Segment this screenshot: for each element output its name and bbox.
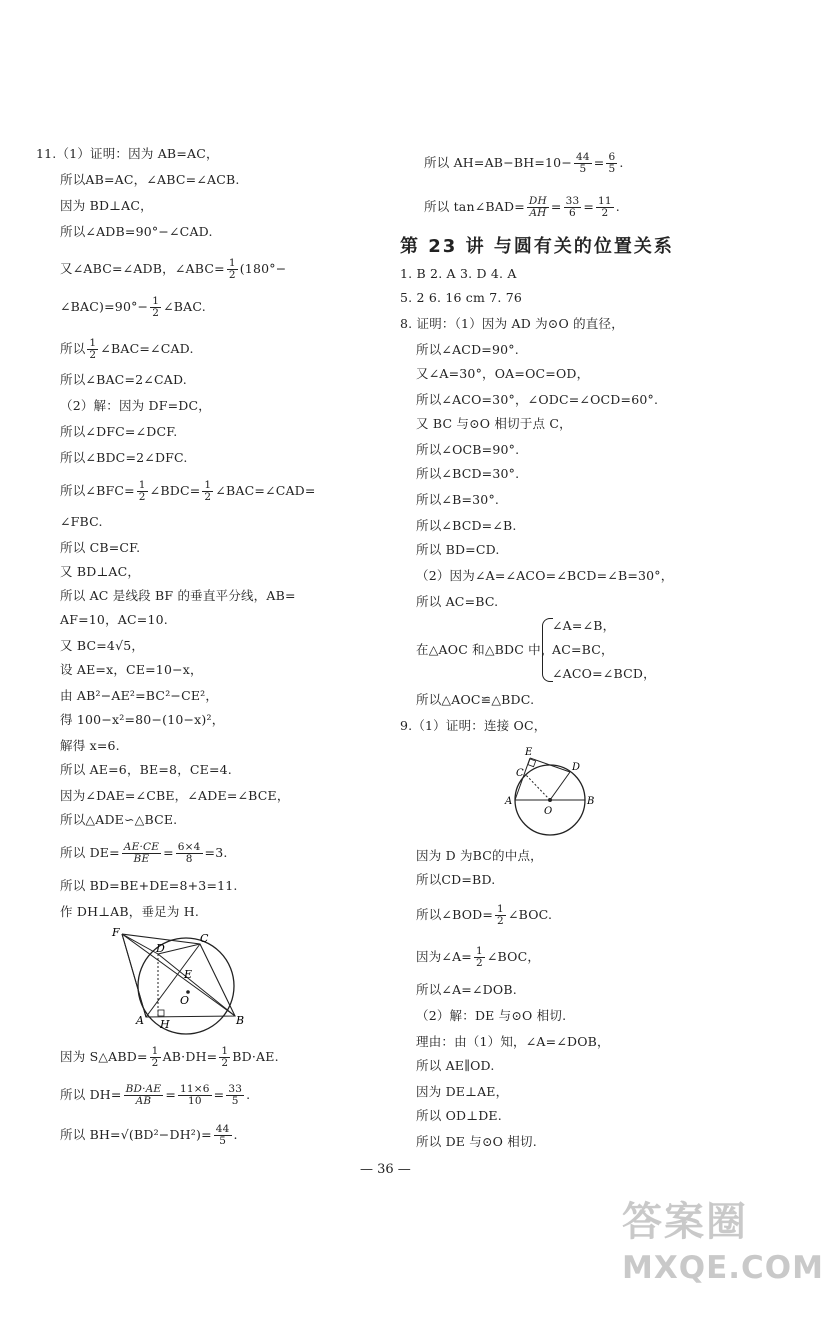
- right-angle-mark: [158, 1010, 164, 1016]
- condition-item: ∠A=∠B，: [552, 618, 616, 633]
- text-line-de: [60, 842, 228, 865]
- fraction-half: $\frac{1}{2}$: [138, 479, 146, 503]
- text-segment: 又∠ABC=∠ADB，∠ABC=: [60, 261, 225, 276]
- text-line: 所以 AC 是线段 BF 的垂直平分线，AB=: [60, 588, 296, 603]
- text-line: 得 100−x²=80−(10−x)²，: [60, 712, 225, 727]
- text-line-tan: [424, 196, 620, 219]
- text-line-bod: [416, 904, 552, 927]
- text-line: 所以∠B=30°.: [416, 492, 500, 507]
- text-line: 作 DH⊥AB，垂足为 H.: [60, 904, 200, 919]
- text-line: 所以∠ACO=30°，∠ODC=∠OCD=60°.: [416, 392, 659, 407]
- text-line: 所以∠BCD=∠B.: [416, 518, 517, 533]
- text-segment: =: [583, 199, 595, 214]
- text-segment: =: [593, 155, 605, 170]
- text-line: 所以 CB=CF.: [60, 540, 141, 555]
- text-segment: 因为 S△ABD=: [60, 1049, 148, 1064]
- text-line: 由 AB²−AE²=BC²−CE²，: [60, 688, 219, 703]
- label-f: F: [112, 926, 120, 939]
- watermark-logo: 答案圈: [622, 1199, 748, 1245]
- label-o: O: [544, 806, 553, 817]
- center-dot: [548, 798, 552, 802]
- text-line-angle-abc: [60, 258, 286, 281]
- text-line: 因为 BD⊥AC，: [60, 198, 153, 213]
- label-e: E: [184, 968, 193, 981]
- text-segment: .: [619, 155, 624, 170]
- text-segment: 所以 AH=AB−BH=10−: [424, 155, 573, 170]
- text-line: 所以∠OCB=90°.: [416, 442, 520, 457]
- section-heading: 第 23 讲 与圆有关的位置关系: [400, 236, 674, 257]
- line-ed: [530, 758, 570, 772]
- text-line: 所以 AE∥OD.: [416, 1058, 495, 1073]
- fraction: $\frac{BD\cdot AE}{AB}$: [125, 1083, 162, 1107]
- text-line: 所以∠ACD=90°.: [416, 342, 519, 357]
- text-line: AF=10，AC=10.: [60, 612, 168, 627]
- fraction: $\frac{AE\cdot CE}{BE}$: [123, 841, 160, 865]
- text-line: 所以∠ADB=90°−∠CAD.: [60, 224, 213, 239]
- text-segment: .: [246, 1087, 251, 1102]
- label-d: D: [572, 762, 581, 773]
- label-h: H: [160, 1018, 170, 1031]
- fraction-half: $\frac{1}{2}$: [475, 945, 483, 969]
- text-segment: =: [550, 199, 562, 214]
- text-segment: =: [163, 845, 174, 860]
- text-line-angle-a: [416, 946, 540, 969]
- text-line: 所以△ADE∽△BCE.: [60, 812, 178, 827]
- text-line: 又 BD⊥AC，: [60, 564, 141, 579]
- condition-lead: 在△AOC 和△BDC 中，: [416, 642, 554, 657]
- text-line: 因为∠DAE=∠CBE，∠ADE=∠BCE，: [60, 788, 290, 803]
- text-segment: (180°−: [239, 261, 287, 276]
- geometry-figure-1: [110, 926, 250, 1032]
- text-line: 所以∠A=∠DOB.: [416, 982, 517, 997]
- text-line: 8. 证明：（1）因为 AD 为⊙O 的直径，: [400, 316, 624, 331]
- condition-item: AC=BC，: [552, 642, 614, 657]
- text-segment: 所以∠BOD=: [416, 907, 494, 922]
- text-line: 所以 BD=BE+DE=8+3=11.: [60, 878, 238, 893]
- text-segment: .: [233, 1127, 238, 1142]
- text-line: 解得 x=6.: [60, 738, 120, 753]
- text-line: 所以AB=AC，∠ABC=∠ACB.: [60, 172, 240, 187]
- text-segment: 所以 DE=: [60, 845, 120, 860]
- label-o: O: [180, 994, 190, 1007]
- text-segment: =3.: [204, 845, 228, 860]
- label-a: A: [136, 1014, 144, 1027]
- text-line: 所以 AE=6，BE=8，CE=4.: [60, 762, 232, 777]
- fraction: $\frac{33}{6}$: [565, 195, 580, 219]
- text-line: （2）解：DE 与⊙O 相切.: [416, 1008, 567, 1023]
- text-line-ah: [424, 152, 624, 175]
- fraction-half: $\frac{1}{2}$: [228, 257, 236, 281]
- text-segment: ∠BAC.: [163, 299, 206, 314]
- fraction: $\frac{11}{2}$: [598, 195, 612, 219]
- label-c: C: [200, 932, 209, 945]
- text-line-bh: [60, 1124, 238, 1147]
- page-number: — 36 —: [360, 1162, 411, 1177]
- text-line: 9.（1）证明：连接 OC，: [400, 718, 547, 733]
- text-line: 1. B 2. A 3. D 4. A: [400, 266, 517, 281]
- text-line: 因为 DE⊥AE，: [416, 1084, 509, 1099]
- text-line-area: [60, 1046, 279, 1069]
- condition-item: ∠ACO=∠BCD，: [552, 666, 656, 681]
- geometry-figure-2: [500, 742, 610, 838]
- text-segment: ∠BOC.: [507, 907, 553, 922]
- watermark-url: MXQE.COM: [622, 1250, 824, 1286]
- text-line: 理由：由（1）知，∠A=∠DOB，: [416, 1034, 610, 1049]
- text-line-half-bac: [60, 338, 194, 361]
- text-segment: 所以 BH=√(BD²−DH²)=: [60, 1127, 212, 1142]
- text-line: 所以CD=BD.: [416, 872, 496, 887]
- text-line: 所以 OD⊥DE.: [416, 1108, 502, 1123]
- text-line-bfc: [60, 480, 316, 503]
- fraction-half: $\frac{1}{2}$: [151, 1045, 159, 1069]
- text-segment: AB·DH=: [162, 1049, 218, 1064]
- fraction-half: $\frac{1}{2}$: [204, 479, 212, 503]
- text-line: 又∠A=30°，OA=OC=OD，: [416, 366, 590, 381]
- label-d: D: [156, 942, 165, 955]
- fraction: $\frac{11\times 6}{10}$: [180, 1083, 210, 1107]
- fraction: $\frac{44}{5}$: [215, 1123, 230, 1147]
- line-od: [550, 772, 570, 800]
- label-e: E: [525, 747, 533, 758]
- line-oc: [525, 774, 550, 800]
- line-fa: [122, 934, 146, 1017]
- fraction-half: $\frac{1}{2}$: [497, 903, 504, 927]
- text-line: 所以△AOC≌△BDC.: [416, 692, 535, 707]
- text-segment: ∠BAC)=90°−: [60, 299, 149, 314]
- label-a: A: [505, 796, 513, 807]
- fraction: $\frac{6}{5}$: [608, 151, 616, 175]
- text-segment: =: [213, 1087, 225, 1102]
- text-segment: ∠BOC，: [486, 949, 541, 964]
- text-line-angle-bac: [60, 296, 206, 319]
- text-line: 所以 AC=BC.: [416, 594, 499, 609]
- fraction: $\frac{44}{5}$: [576, 151, 590, 175]
- text-segment: 因为∠A=: [416, 949, 472, 964]
- fraction-half: $\frac{1}{2}$: [221, 1045, 229, 1069]
- text-line: 5. 2 6. 16 cm 7. 76: [400, 290, 523, 305]
- label-b: B: [236, 1014, 245, 1027]
- label-c: C: [516, 768, 524, 779]
- text-segment: 所以: [60, 341, 86, 356]
- text-line: 所以∠BDC=2∠DFC.: [60, 450, 188, 465]
- label-b: B: [587, 796, 595, 807]
- circle-o: [138, 938, 234, 1034]
- text-line: （2）因为∠A=∠ACO=∠BCD=∠B=30°，: [416, 568, 674, 583]
- text-line: 所以∠BAC=2∠CAD.: [60, 372, 187, 387]
- text-line: （2）解：因为 DF=DC，: [60, 398, 211, 413]
- text-segment: =: [165, 1087, 176, 1102]
- text-segment: 所以∠BFC=: [60, 483, 135, 498]
- text-line: 又 BC 与⊙O 相切于点 C，: [416, 416, 572, 431]
- text-line: 设 AE=x，CE=10−x，: [60, 662, 203, 677]
- text-line: 11.（1）证明：因为 AB=AC，: [36, 146, 219, 161]
- text-line: 所以∠DFC=∠DCF.: [60, 424, 178, 439]
- text-segment: ∠BAC=∠CAD.: [100, 341, 194, 356]
- fraction-half: $\frac{1}{2}$: [89, 337, 97, 361]
- fraction: $\frac{DH}{AH}$: [528, 195, 547, 219]
- text-line: ∠FBC.: [60, 514, 103, 529]
- fraction-half: $\frac{1}{2}$: [152, 295, 160, 319]
- text-segment: BD·AE.: [232, 1049, 279, 1064]
- text-line: 因为 D 为BC的中点，: [416, 848, 543, 863]
- text-line: 所以 DE 与⊙O 相切.: [416, 1134, 537, 1149]
- text-segment: 所以 DH=: [60, 1087, 122, 1102]
- text-segment: .: [615, 199, 620, 214]
- text-line: 所以∠BCD=30°.: [416, 466, 520, 481]
- text-segment: ∠BAC=∠CAD=: [215, 483, 316, 498]
- text-line-dh: [60, 1084, 250, 1107]
- fraction: $\frac{33}{5}$: [228, 1083, 243, 1107]
- text-segment: ∠BDC=: [149, 483, 201, 498]
- text-line: 所以 BD=CD.: [416, 542, 500, 557]
- fraction: $\frac{6\times 4}{8}$: [177, 841, 201, 865]
- text-line: 又 BC=4√5，: [60, 638, 145, 653]
- text-segment: 所以 tan∠BAD=: [424, 199, 525, 214]
